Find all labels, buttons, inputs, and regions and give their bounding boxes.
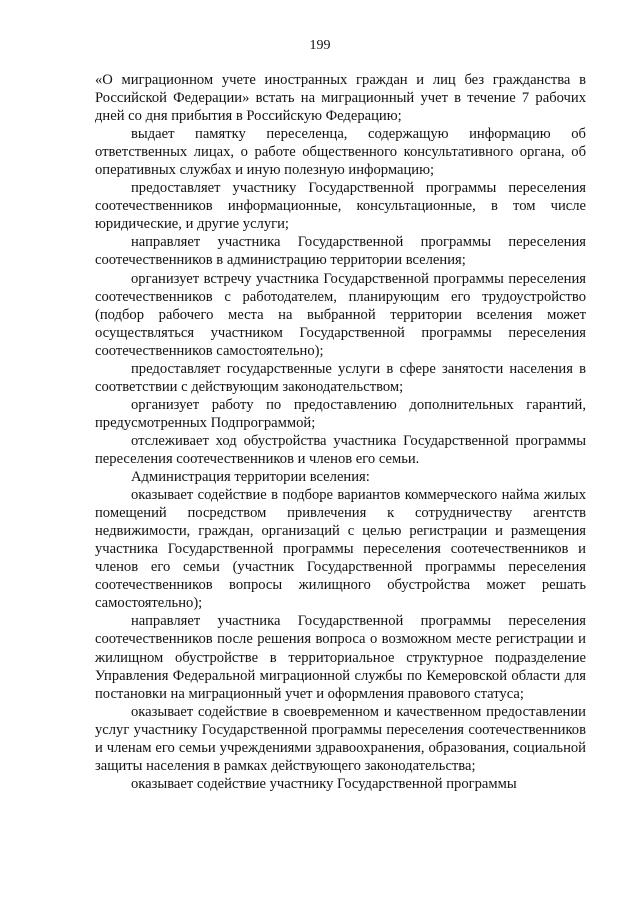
- paragraph: оказывает содействие в своевременном и качественном предоставлении услуг участнику Государственной программы переселения соотечественников и членам его семьи учреждениями здравоохранения, образования, социальной защиты населения в рамках действующего законодательства;: [95, 703, 586, 774]
- paragraph: предоставляет участнику Государственной программы переселения соотечественников информационные, консультационные, в том числе юридические, и другие услуги;: [95, 180, 586, 233]
- section-heading: Администрация территории вселения:: [131, 469, 370, 486]
- paragraph: предоставляет государственные услуги в сфере занятости населения в соответствии с действующим законодательством;: [95, 360, 586, 395]
- paragraph: направляет участника Государственной программы переселения соотечественников в администрацию территории вселения;: [95, 234, 586, 269]
- paragraph: организует работу по предоставлению дополнительных гарантий, предусмотренных Подпрограммой;: [95, 396, 586, 431]
- paragraph: оказывает содействие участнику Государственной программы: [131, 775, 517, 792]
- paragraph: оказывает содействие в подборе вариантов коммерческого найма жилых помещений посредством привлечения к сотрудничеству агентств недвижимости, граждан, организаций с целью регистрации и размещения участника Государственной программы переселения соотечественников и членов его семьи (участник Государственной программы переселения соотечественников вопросы жилищного обустройства может решать самостоятельно);: [95, 487, 586, 612]
- paragraph: направляет участника Государственной программы переселения соотечественников после решения вопроса о возможном месте регистрации и жилищном обустройстве в территориальное структурное подразделение Управления Федеральной миграционной службы по Кемеровской области для постановки на миграционный учет и оформления правового статуса;: [95, 613, 586, 702]
- page-number: 199: [309, 38, 331, 53]
- paragraph: организует встречу участника Государственной программы переселения соотечественников с работодателем, планирующим его трудоустройство (подбор рабочего места на выбранной территории вселения может осуществляться участником Государственной программы переселения соотечественников самостоятельно);: [95, 270, 586, 359]
- paragraph: выдает памятку переселенца, содержащую информацию об ответственных лицах, о работе общественного консультативного органа, об оперативных службах и иную полезную информацию;: [95, 126, 586, 179]
- body-text: [95, 71, 586, 793]
- paragraph: «О миграционном учете иностранных граждан и лиц без гражданства в Российской Федерации» встать на миграционный учет в течение 7 рабочих дней со дня прибытия в Российскую Федерацию;: [95, 72, 586, 125]
- paragraph: отслеживает ход обустройства участника Государственной программы переселения соотечественников и членов его семьи.: [95, 432, 586, 467]
